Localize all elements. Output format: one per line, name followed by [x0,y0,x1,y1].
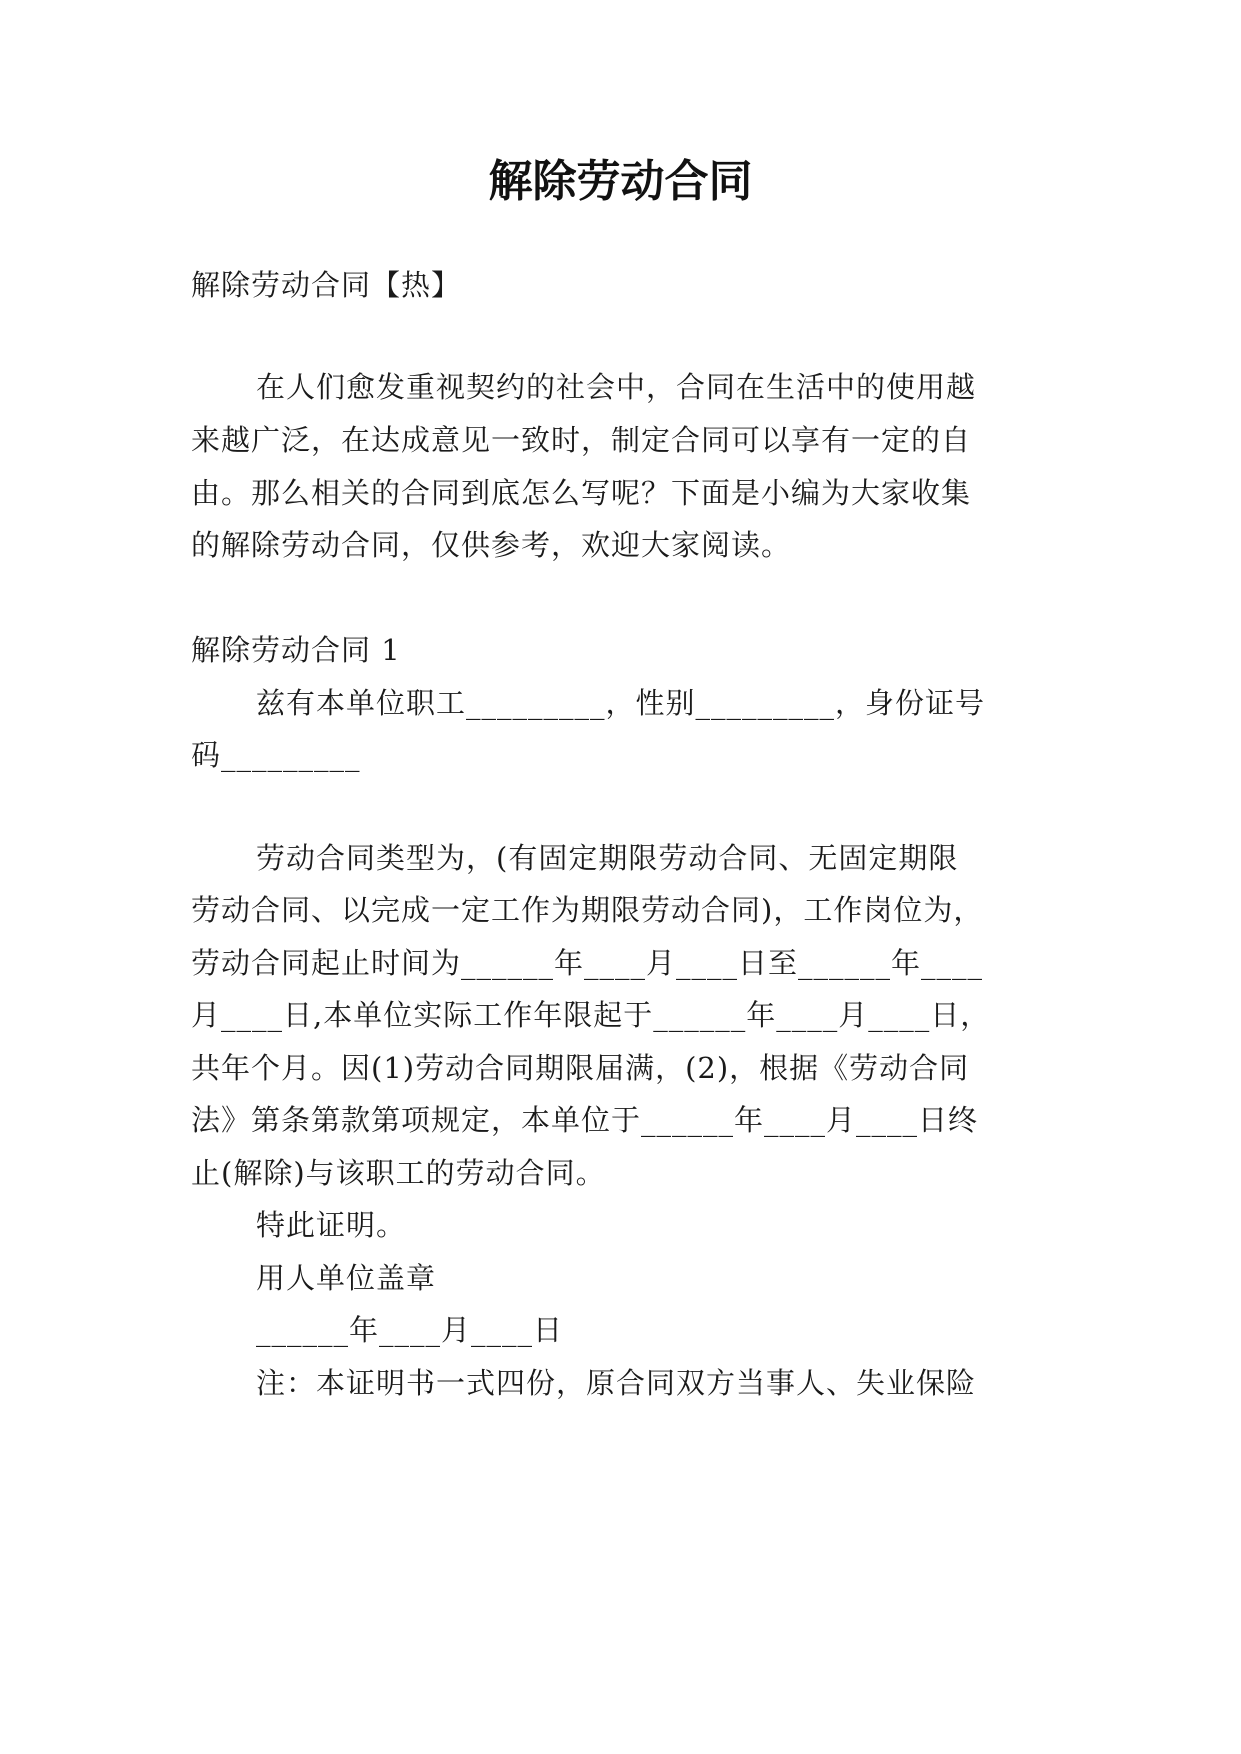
contract-line-2: 劳动合同、以完成一定工作为期限劳动合同)，工作岗位为， [191,893,984,927]
contract-line-6: 法》第条第款第项规定，本单位于______年____月____日终 [191,1103,979,1137]
document-subtitle: 解除劳动合同【热】 [191,268,462,302]
intro-line-1: 在人们愈发重视契约的社会中，合同在生活中的使用越 [256,370,977,404]
contract-line-4: 月____日,本单位实际工作年限起于______年____月____日， [191,998,991,1032]
contract-line-5: 共年个月。因(1)劳动合同期限届满，(2)，根据《劳动合同 [191,1051,970,1085]
stamp-line: 用人单位盖章 [256,1261,437,1295]
section-heading: 解除劳动合同 1 [191,633,401,667]
employee-line-2: 码_________ [191,738,361,772]
date-line: ______年____月____日 [256,1313,564,1347]
contract-line-3: 劳动合同起止时间为______年____月____日至______年____ [191,946,984,980]
intro-line-4: 的解除劳动合同，仅供参考，欢迎大家阅读。 [191,528,792,562]
contract-line-7: 止(解除)与该职工的劳动合同。 [191,1156,606,1190]
document-title: 解除劳动合同 [488,156,753,207]
note-line: 注：本证明书一式四份，原合同双方当事人、失业保险 [256,1366,977,1400]
intro-line-2: 来越广泛，在达成意见一致时，制定合同可以享有一定的自 [191,423,972,457]
certify-line: 特此证明。 [256,1208,407,1242]
intro-line-3: 由。那么相关的合同到底怎么写呢？下面是小编为大家收集 [191,476,972,510]
employee-line-1: 兹有本单位职工_________，性别_________，身份证号 [256,686,986,720]
contract-line-1: 劳动合同类型为，(有固定期限劳动合同、无固定期限 [256,841,959,875]
